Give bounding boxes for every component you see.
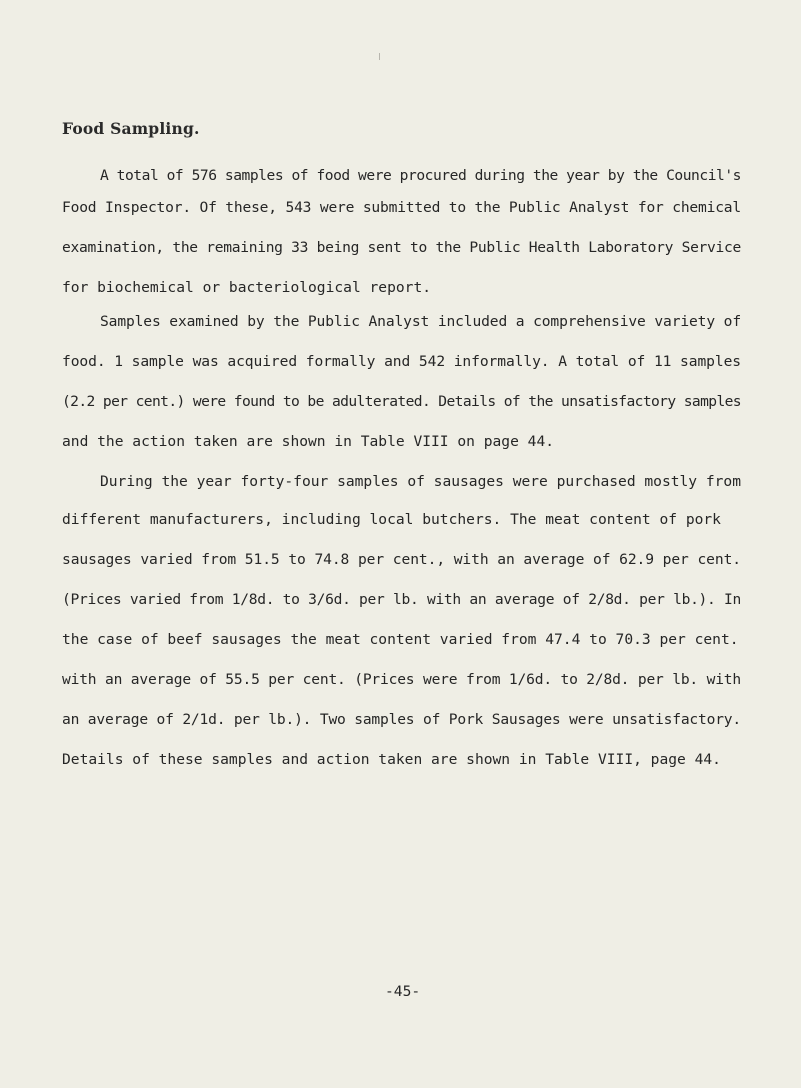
line-text: with an average of 55.5 per cent. (Prices were from 1/6d. to 2/8d. per lb. with — [62, 671, 741, 688]
line-text: sausages varied from 51.5 to 74.8 per cent., with an average of 62.9 per cent. — [62, 551, 741, 568]
line-text: Details of these samples and action taken are shown in Table VIII, page 44. — [62, 751, 721, 768]
scan-speck — [379, 53, 380, 60]
page-number: -45- — [385, 983, 421, 1000]
line-text: the case of beef sausages the meat content varied from 47.4 to 70.3 per cent. — [62, 631, 739, 648]
line-text: for biochemical or bacteriological report. — [62, 279, 432, 296]
line-text: (Prices varied from 1/8d. to 3/6d. per lb. with an average of 2/8d. per lb.). In — [62, 591, 741, 608]
line-text: examination, the remaining 33 being sent to the Public Health Laboratory Service — [62, 239, 741, 256]
line-text: A total of 576 samples of food were procured during the year by the Council's — [100, 167, 741, 184]
line-text: During the year forty-four samples of sausages were purchased mostly from — [100, 473, 741, 490]
line-text: food. 1 sample was acquired formally and 542 informally. A total of 11 samples — [62, 353, 741, 370]
line-text: Food Inspector. Of these, 543 were submitted to the Public Analyst for chemical — [62, 199, 741, 216]
line-text: an average of 2/1d. per lb.). Two samples of Pork Sausages were unsatisfactory. — [62, 711, 741, 728]
section-heading: Food Sampling. — [62, 119, 200, 138]
line-text: different manufacturers, including local butchers. The meat content of pork — [62, 511, 721, 528]
line-text: (2.2 per cent.) were found to be adulterated. Details of the unsatisfactory samples — [62, 393, 741, 410]
line-text: and the action taken are shown in Table VIII on page 44. — [62, 433, 555, 450]
line-text: Samples examined by the Public Analyst included a comprehensive variety of — [100, 313, 741, 330]
